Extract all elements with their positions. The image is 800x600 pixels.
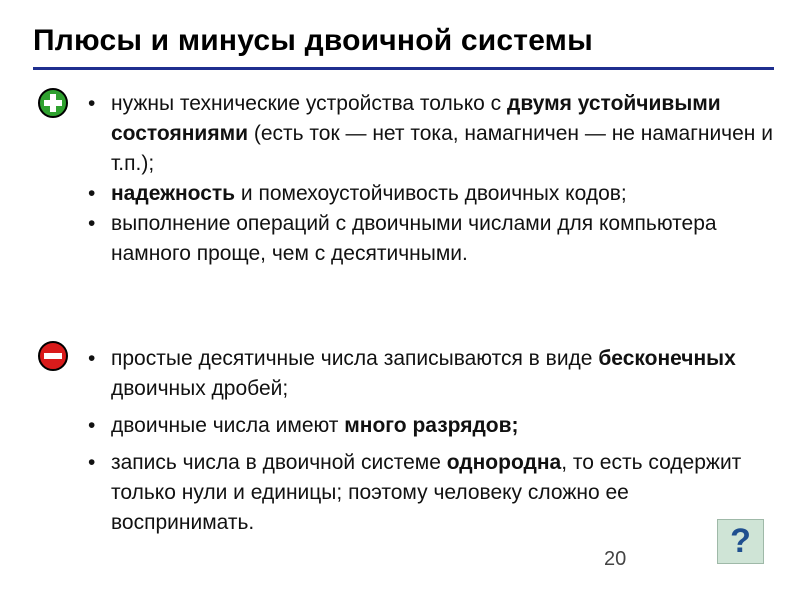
plus-circle-icon [38,88,68,118]
help-button[interactable]: ? [717,519,764,564]
list-item [87,344,777,404]
pros-list [87,89,777,269]
list-item [87,448,777,538]
item-bold-text: двумя устойчивыми состояниями [111,92,721,145]
item-text: запись числа в двоичной системе [111,451,447,474]
page-number: 20 [604,548,627,570]
list-item [87,411,777,441]
item-text: двоичных дробей; [111,377,289,400]
list-item [87,179,777,209]
minus-circle-icon [38,341,68,371]
item-bold-text: много разрядов; [344,414,519,437]
slide-title: Плюсы и минусы двоичной системы [33,24,593,57]
list-item [87,209,777,269]
item-text: (есть ток — нет тока, намагничен — не намагничен и т.п.); [111,122,773,175]
item-text: нужны технические устройства только с [111,92,507,115]
item-text: двоичные числа имеют [111,414,345,437]
item-bold-text: однородна [446,451,562,474]
item-text: простые десятичные числа записываются в виде [111,347,599,370]
list-item [87,89,777,179]
item-text: выполнение операций с двоичными числами для компьютера намного проще, чем с десятичными. [111,212,717,265]
title-divider [33,67,774,70]
item-text: и помехоустойчивость двоичных кодов; [235,182,627,205]
item-bold-text: надежность [111,182,236,205]
item-text: , то есть содержит только нули и единицы; поэтому человеку сложно ее воспринимать. [111,451,742,534]
cons-list [87,344,777,545]
item-bold-text: бесконечных [598,347,736,370]
